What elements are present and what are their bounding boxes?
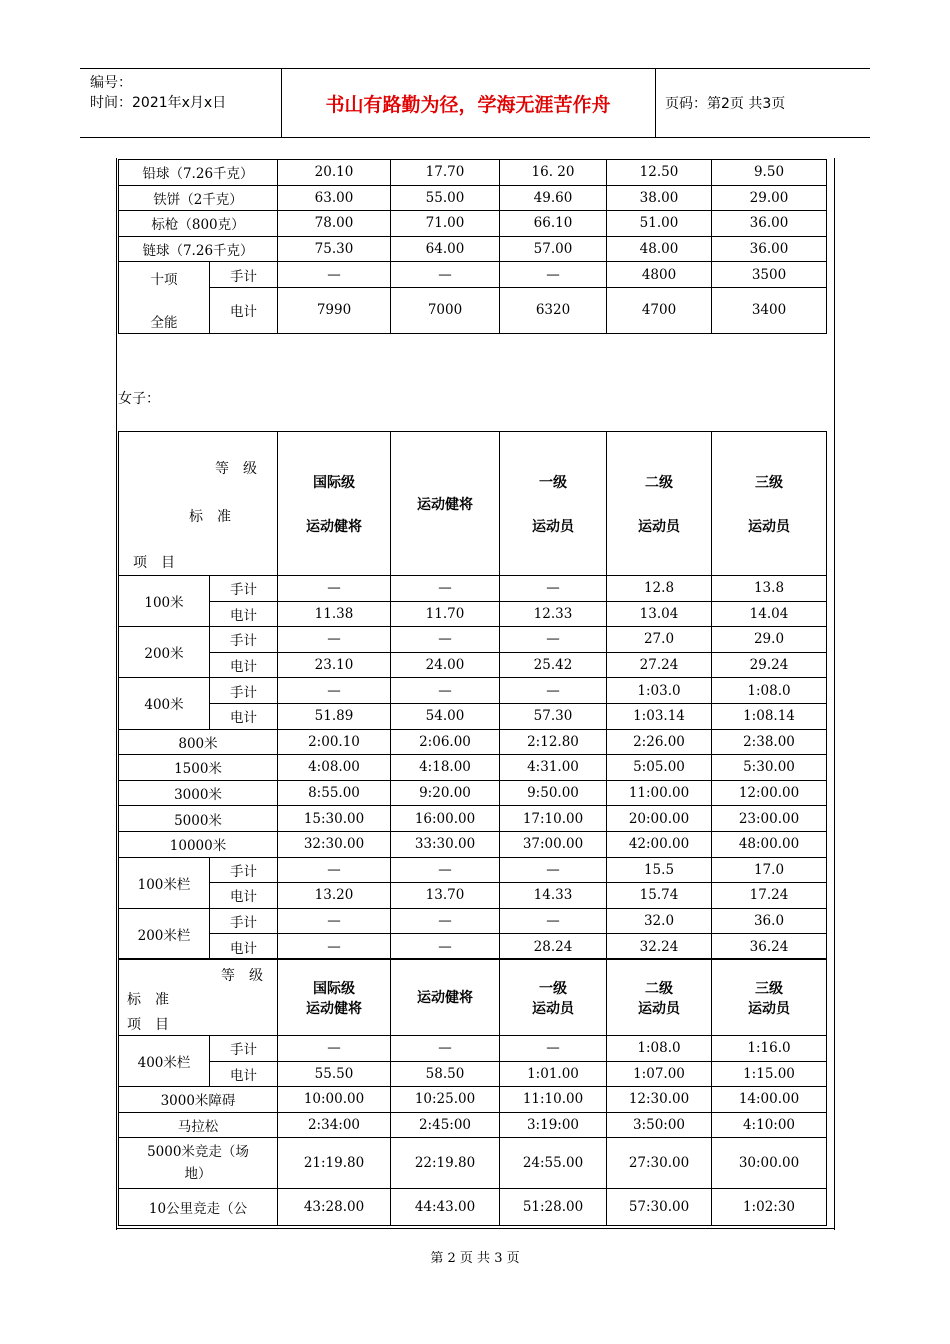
- value-cell: 17.0: [712, 857, 827, 883]
- serial-number: 编号：: [90, 75, 132, 91]
- table-row: [119, 831, 827, 857]
- value-cell: 11.70: [391, 601, 500, 627]
- value-cell: —: [500, 576, 607, 602]
- value-cell: 1:08.0: [607, 1036, 712, 1062]
- value-cell: 48:00.00: [712, 831, 827, 857]
- timing-type: 电计: [210, 1061, 278, 1087]
- event-name-bottom: 全能: [150, 314, 178, 331]
- value-cell: 1:16.0: [712, 1036, 827, 1062]
- standard-label: 标 准: [127, 992, 169, 1008]
- value-cell: —: [278, 576, 391, 602]
- value-cell: 4:31.00: [500, 755, 607, 781]
- value-cell: 1:08.14: [712, 703, 827, 729]
- event-name: 400米栏: [119, 1036, 210, 1087]
- value-cell: 38.00: [607, 185, 712, 211]
- value-cell: 20:00.00: [607, 806, 712, 832]
- value-cell: 2:45:00: [391, 1112, 500, 1138]
- value-cell: —: [391, 627, 500, 653]
- value-cell: 8:55.00: [278, 780, 391, 806]
- col-header: 三级 运动员: [712, 959, 827, 1036]
- event-name: 3000米: [119, 780, 278, 806]
- value-cell: 57.00: [500, 236, 607, 262]
- value-cell: 71.00: [391, 211, 500, 237]
- value-cell: —: [391, 678, 500, 704]
- value-cell: 4700: [607, 287, 712, 333]
- value-cell: 43:28.00: [278, 1189, 391, 1226]
- value-cell: 3400: [712, 287, 827, 333]
- table-row: [119, 806, 827, 832]
- event-name: 链球（7.26千克）: [119, 236, 278, 262]
- value-cell: 12.33: [500, 601, 607, 627]
- value-cell: 13.8: [712, 576, 827, 602]
- col-header: 三级 运动员: [712, 432, 827, 576]
- grade-label: 等 级: [221, 968, 263, 984]
- value-cell: 4:08.00: [278, 755, 391, 781]
- value-cell: 15:30.00: [278, 806, 391, 832]
- event-name: 10000米: [119, 831, 278, 857]
- value-cell: 44:43.00: [391, 1189, 500, 1226]
- value-cell: —: [278, 934, 391, 960]
- event-name: 马拉松: [119, 1112, 278, 1138]
- event-name: 100米: [119, 576, 210, 627]
- value-cell: 1:01.00: [500, 1061, 607, 1087]
- col-header: 一级 运动员: [500, 959, 607, 1036]
- value-cell: —: [500, 262, 607, 288]
- value-cell: —: [391, 1036, 500, 1062]
- value-cell: 32.0: [607, 908, 712, 934]
- table-row: [119, 287, 827, 333]
- value-cell: 9:50.00: [500, 780, 607, 806]
- value-cell: 51.00: [607, 211, 712, 237]
- value-cell: 21:19.80: [278, 1138, 391, 1189]
- table-row: [119, 236, 827, 262]
- value-cell: 2:26.00: [607, 729, 712, 755]
- value-cell: 1:02:30: [712, 1189, 827, 1226]
- value-cell: 15.5: [607, 857, 712, 883]
- event-name: 3000米障碍: [119, 1087, 278, 1113]
- timing-type: 电计: [210, 934, 278, 960]
- value-cell: 48.00: [607, 236, 712, 262]
- value-cell: 58.50: [391, 1061, 500, 1087]
- value-cell: 66.10: [500, 211, 607, 237]
- value-cell: 17.24: [712, 883, 827, 909]
- table-row: [119, 1087, 827, 1113]
- table-row: [119, 1189, 827, 1226]
- table-row: [119, 262, 827, 288]
- value-cell: 33:30.00: [391, 831, 500, 857]
- value-cell: 4800: [607, 262, 712, 288]
- value-cell: 5:30.00: [712, 755, 827, 781]
- value-cell: —: [391, 262, 500, 288]
- value-cell: 4:10:00: [712, 1112, 827, 1138]
- value-cell: 6320: [500, 287, 607, 333]
- table-header-row: [119, 432, 827, 576]
- header-divider: [655, 69, 656, 137]
- value-cell: 10:25.00: [391, 1087, 500, 1113]
- event-name: 1500米: [119, 755, 278, 781]
- value-cell: 37:00.00: [500, 831, 607, 857]
- value-cell: —: [278, 908, 391, 934]
- event-name-top: 十项: [150, 272, 178, 289]
- value-cell: 22:19.80: [391, 1138, 500, 1189]
- value-cell: 29.0: [712, 627, 827, 653]
- value-cell: 64.00: [391, 236, 500, 262]
- col-header: 运动健将: [391, 432, 500, 576]
- col-header: 二级 运动员: [607, 959, 712, 1036]
- value-cell: 1:15.00: [712, 1061, 827, 1087]
- women-section-label: 女子：: [118, 391, 160, 407]
- value-cell: 11:00.00: [607, 780, 712, 806]
- value-cell: 20.10: [278, 160, 391, 186]
- timing-type: 手计: [210, 627, 278, 653]
- motto: 书山有路勤为径，学海无涯苦作舟: [325, 93, 611, 116]
- table-row: [119, 627, 827, 653]
- value-cell: 15.74: [607, 883, 712, 909]
- value-cell: 24:55.00: [500, 1138, 607, 1189]
- table-row: [119, 703, 827, 729]
- value-cell: 3:50:00: [607, 1112, 712, 1138]
- event-name: 800米: [119, 729, 278, 755]
- value-cell: 17:10.00: [500, 806, 607, 832]
- value-cell: —: [278, 678, 391, 704]
- value-cell: 29.24: [712, 652, 827, 678]
- value-cell: 36.24: [712, 934, 827, 960]
- header-corner-cell: [119, 959, 278, 1036]
- value-cell: —: [500, 678, 607, 704]
- table-row: [119, 857, 827, 883]
- table-row: [119, 1036, 827, 1062]
- value-cell: 57.30: [500, 703, 607, 729]
- event-name: 10公里竞走（公: [119, 1189, 278, 1226]
- table-row: [119, 1112, 827, 1138]
- timing-type: 手计: [210, 576, 278, 602]
- timing-type: 电计: [210, 287, 278, 333]
- value-cell: 2:06.00: [391, 729, 500, 755]
- value-cell: 2:12.80: [500, 729, 607, 755]
- event-name: 5000米竞走（场地）: [119, 1138, 278, 1189]
- value-cell: 14:00.00: [712, 1087, 827, 1113]
- table-row: [119, 1138, 827, 1189]
- value-cell: 14.04: [712, 601, 827, 627]
- value-cell: 3:19:00: [500, 1112, 607, 1138]
- page-number: 页码：第2页 共3页: [665, 96, 786, 112]
- col-header: 国际级 运动健将: [278, 432, 391, 576]
- col-header: 二级 运动员: [607, 432, 712, 576]
- table-row: [119, 652, 827, 678]
- value-cell: 27.24: [607, 652, 712, 678]
- table-row: [119, 185, 827, 211]
- value-cell: 13.70: [391, 883, 500, 909]
- value-cell: 27.0: [607, 627, 712, 653]
- women-standards-table-continued: [118, 958, 827, 1226]
- event-name: [119, 262, 210, 334]
- value-cell: 5:05.00: [607, 755, 712, 781]
- value-cell: 51.89: [278, 703, 391, 729]
- table-row: [119, 934, 827, 960]
- table-row: [119, 576, 827, 602]
- value-cell: —: [278, 627, 391, 653]
- timing-type: 电计: [210, 652, 278, 678]
- event-name: 铅球（7.26千克）: [119, 160, 278, 186]
- table-row: [119, 211, 827, 237]
- value-cell: 2:00.10: [278, 729, 391, 755]
- value-cell: 23:00.00: [712, 806, 827, 832]
- value-cell: 24.00: [391, 652, 500, 678]
- event-name: 100米栏: [119, 857, 210, 908]
- timing-type: 手计: [210, 1036, 278, 1062]
- value-cell: 75.30: [278, 236, 391, 262]
- value-cell: 55.00: [391, 185, 500, 211]
- frame-bottom: [116, 1228, 835, 1229]
- value-cell: 57:30.00: [607, 1189, 712, 1226]
- value-cell: 1:03.14: [607, 703, 712, 729]
- timing-type: 电计: [210, 703, 278, 729]
- table-row: [119, 883, 827, 909]
- col-header: 一级 运动员: [500, 432, 607, 576]
- event-name: 400米: [119, 678, 210, 729]
- value-cell: 63.00: [278, 185, 391, 211]
- value-cell: 16. 20: [500, 160, 607, 186]
- timing-type: 手计: [210, 262, 278, 288]
- table-row: [119, 678, 827, 704]
- value-cell: —: [278, 262, 391, 288]
- value-cell: 1:07.00: [607, 1061, 712, 1087]
- value-cell: 12:00.00: [712, 780, 827, 806]
- table-row: [119, 1061, 827, 1087]
- value-cell: 12.8: [607, 576, 712, 602]
- value-cell: 36.0: [712, 908, 827, 934]
- value-cell: 13.04: [607, 601, 712, 627]
- timing-type: 手计: [210, 857, 278, 883]
- value-cell: 13.20: [278, 883, 391, 909]
- value-cell: 32.24: [607, 934, 712, 960]
- value-cell: 28.24: [500, 934, 607, 960]
- men-standards-table: [118, 159, 827, 334]
- value-cell: 14.33: [500, 883, 607, 909]
- timing-type: 电计: [210, 883, 278, 909]
- value-cell: —: [391, 857, 500, 883]
- col-header: 国际级 运动健将: [278, 959, 391, 1036]
- value-cell: —: [391, 934, 500, 960]
- value-cell: 1:03.0: [607, 678, 712, 704]
- value-cell: 36.00: [712, 211, 827, 237]
- item-label: 项 目: [127, 1017, 169, 1033]
- value-cell: 54.00: [391, 703, 500, 729]
- table-row: [119, 729, 827, 755]
- event-name: 200米: [119, 627, 210, 678]
- table-row: [119, 780, 827, 806]
- value-cell: —: [391, 576, 500, 602]
- value-cell: 2:34:00: [278, 1112, 391, 1138]
- timing-type: 电计: [210, 601, 278, 627]
- value-cell: —: [500, 908, 607, 934]
- value-cell: 11:10.00: [500, 1087, 607, 1113]
- col-header: 运动健将: [391, 959, 500, 1036]
- value-cell: 42:00.00: [607, 831, 712, 857]
- value-cell: 55.50: [278, 1061, 391, 1087]
- standard-label: 标 准: [189, 509, 231, 525]
- value-cell: 17.70: [391, 160, 500, 186]
- timing-type: 手计: [210, 678, 278, 704]
- value-cell: —: [500, 857, 607, 883]
- date-line: 时间：2021年x月x日: [90, 95, 227, 111]
- table-row: [119, 908, 827, 934]
- value-cell: 1:08.0: [712, 678, 827, 704]
- value-cell: 27:30.00: [607, 1138, 712, 1189]
- header-info: [90, 73, 226, 113]
- value-cell: 36.00: [712, 236, 827, 262]
- value-cell: 2:38.00: [712, 729, 827, 755]
- value-cell: —: [278, 1036, 391, 1062]
- value-cell: —: [391, 908, 500, 934]
- value-cell: 29.00: [712, 185, 827, 211]
- event-name: 铁饼（2千克）: [119, 185, 278, 211]
- value-cell: 9.50: [712, 160, 827, 186]
- value-cell: 25.42: [500, 652, 607, 678]
- value-cell: 3500: [712, 262, 827, 288]
- event-name: 5000米: [119, 806, 278, 832]
- table-row: [119, 160, 827, 186]
- grade-label: 等 级: [215, 461, 257, 477]
- value-cell: —: [500, 1036, 607, 1062]
- value-cell: 49.60: [500, 185, 607, 211]
- value-cell: —: [278, 857, 391, 883]
- value-cell: 23.10: [278, 652, 391, 678]
- value-cell: 7000: [391, 287, 500, 333]
- frame-left: [116, 158, 117, 1230]
- table-row: [119, 755, 827, 781]
- value-cell: 30:00.00: [712, 1138, 827, 1189]
- value-cell: 51:28.00: [500, 1189, 607, 1226]
- value-cell: —: [500, 627, 607, 653]
- table-row: [119, 601, 827, 627]
- page-footer: 第 2 页 共 3 页: [430, 1251, 520, 1266]
- women-standards-table: [118, 431, 827, 960]
- value-cell: 4:18.00: [391, 755, 500, 781]
- value-cell: 10:00.00: [278, 1087, 391, 1113]
- header-corner-cell: [119, 432, 278, 576]
- page-header: [80, 68, 870, 138]
- value-cell: 78.00: [278, 211, 391, 237]
- event-name: 标枪（800克）: [119, 211, 278, 237]
- value-cell: 11.38: [278, 601, 391, 627]
- item-label: 项 目: [133, 555, 175, 571]
- frame-right: [834, 158, 835, 1230]
- value-cell: 12.50: [607, 160, 712, 186]
- value-cell: 12:30.00: [607, 1087, 712, 1113]
- value-cell: 16:00.00: [391, 806, 500, 832]
- value-cell: 9:20.00: [391, 780, 500, 806]
- value-cell: 32:30.00: [278, 831, 391, 857]
- value-cell: 7990: [278, 287, 391, 333]
- table-header-row: [119, 959, 827, 1036]
- event-name: 200米栏: [119, 908, 210, 959]
- timing-type: 手计: [210, 908, 278, 934]
